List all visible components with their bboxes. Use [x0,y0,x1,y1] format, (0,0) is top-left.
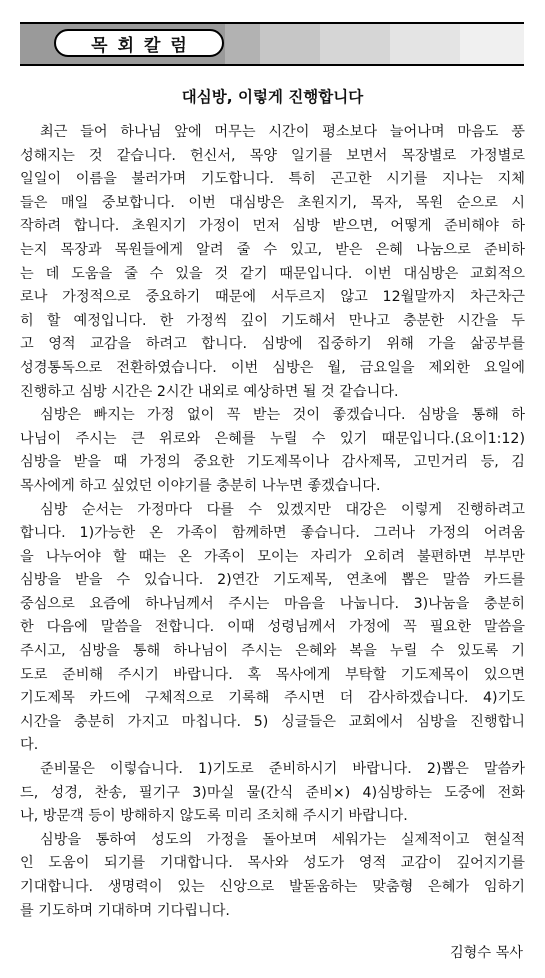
body-line: 일일이 이름을 불러가며 기도합니다. 특히 곤고한 시기를 지나는 지체 [20,171,525,188]
body-line: 드, 성경, 찬송, 필기구 3)마실 물(간식 준비×) 4)심방하는 도중에 전화 [20,784,525,801]
body-line: 시간을 충분히 가지고 마칩니다. 5) 싱글들은 교회에서 심방을 진행합니 [20,713,525,730]
body-line: 고 영적 교감을 하려고 합니다. 심방에 집중하기 위해 가을 삶공부를 [20,336,525,353]
body-line: 성경통독으로 전환하였습니다. 이번 심방은 월, 금요일을 제외한 요일에 [20,359,525,376]
body-line: 목사에게 하고 싶었던 이야기를 충분히 나누면 좋겠습니다. [20,477,381,494]
body-line: 들은 매일 중보합니다. 이번 대심방은 초원지기, 목자, 목원 순으로 시 [20,194,525,211]
body-line: 히 할 예정입니다. 한 가정씩 깊이 기도해서 만나고 충분한 시간을 두 [20,312,525,329]
body-line: 주시고, 심방을 통해 하나님이 주시는 은혜와 복을 누릴 수 있도록 기 [20,643,525,660]
author-signature: 김형수 목사 [449,945,523,961]
article-body [20,121,525,923]
body-line: 성해지는 것 같습니다. 헌신서, 목양 일기를 보면서 목장별로 가정별로 [20,147,525,164]
body-line: 심방을 통하여 성도의 가정을 돌아보며 세워가는 실제적이고 현실적 [40,831,525,848]
body-line: 심방은 빠지는 가정 없이 꼭 받는 것이 좋겠습니다. 심방을 통해 하 [40,407,525,424]
body-line: 다. [20,737,39,754]
body-line: 심방을 받을 수 있습니다. 2)연간 기도제목, 연초에 뽑은 말씀 카드를 [20,572,525,589]
article-title: 대심방, 이렇게 진행합니다 [181,88,364,106]
body-line: 한 다음에 말씀을 전합니다. 이때 성령님께서 가정에 꼭 필요한 말씀을 [20,619,525,636]
body-line: 을 나누어야 할 때는 온 가족이 모이는 자리가 오히려 불편하면 부부만 [20,548,525,565]
body-line: 나, 방문객 등이 방해하지 않도록 미리 조치해 주시기 바랍니다. [20,808,408,825]
column-header-banner [20,22,524,66]
body-line: 는 데 도움을 줄 수 있을 것 같기 때문입니다. 이번 대심방은 교회적으 [20,265,525,282]
body-line: 기대합니다. 생명력이 있는 신앙으로 발돋움하는 맞춤형 은혜가 임하기 [20,879,525,895]
body-line: 중심으로 요즘에 하나님께서 주시는 마음을 나눕니다. 3)나눔을 충분히 [20,595,525,612]
body-line: 작하려 합니다. 초원지기 가정이 먼저 심방 받으면, 어떻게 준비해야 하 [20,218,525,235]
body-line: 나님이 주시는 큰 위로와 은혜를 누릴 수 있기 때문입니다.(요이1:12) [20,430,525,447]
body-line: 심방을 받을 때 가정의 중요한 기도제목이나 감사제목, 고민거리 등, 김 [20,454,525,471]
body-line: 도로 준비해 주시기 바랍니다. 혹 목사에게 부탁할 기도제목이 있으면 [20,666,525,683]
body-line: 를 기도하며 기대하며 기다립니다. [20,902,230,919]
body-line: 합니다. 1)가능한 온 가족이 함께하면 좋습니다. 그러나 가정의 어려움 [20,525,525,542]
body-line: 인 도움이 되기를 기대합니다. 목사와 성도가 영적 교감이 깊어지기를 [20,855,525,872]
column-label: 목회칼럼 [54,29,224,57]
body-line: 준비물은 이렇습니다. 1)기도로 준비하시기 바랍니다. 2)뽑은 말씀카 [40,761,525,778]
body-line: 로나 가정적으로 중요하기 때문에 서두르지 않고 12월말까지 차근차근 [20,289,525,306]
body-line: 기도제목 카드에 구체적으로 기록해 주시면 더 감사하겠습니다. 4)기도 [20,690,525,707]
body-line: 심방 순서는 가정마다 다를 수 있겠지만 대강은 이렇게 진행하려고 [40,501,525,518]
body-line: 는지 목장과 목원들에게 알려 줄 수 있고, 받은 은혜 나눔으로 준비하 [20,241,525,258]
body-line: 최근 들어 하나님 앞에 머무는 시간이 평소보다 늘어나며 마음도 풍 [40,124,525,140]
body-line: 진행하고 심방 시간은 2시간 내외로 예상하면 될 것 같습니다. [20,383,399,400]
